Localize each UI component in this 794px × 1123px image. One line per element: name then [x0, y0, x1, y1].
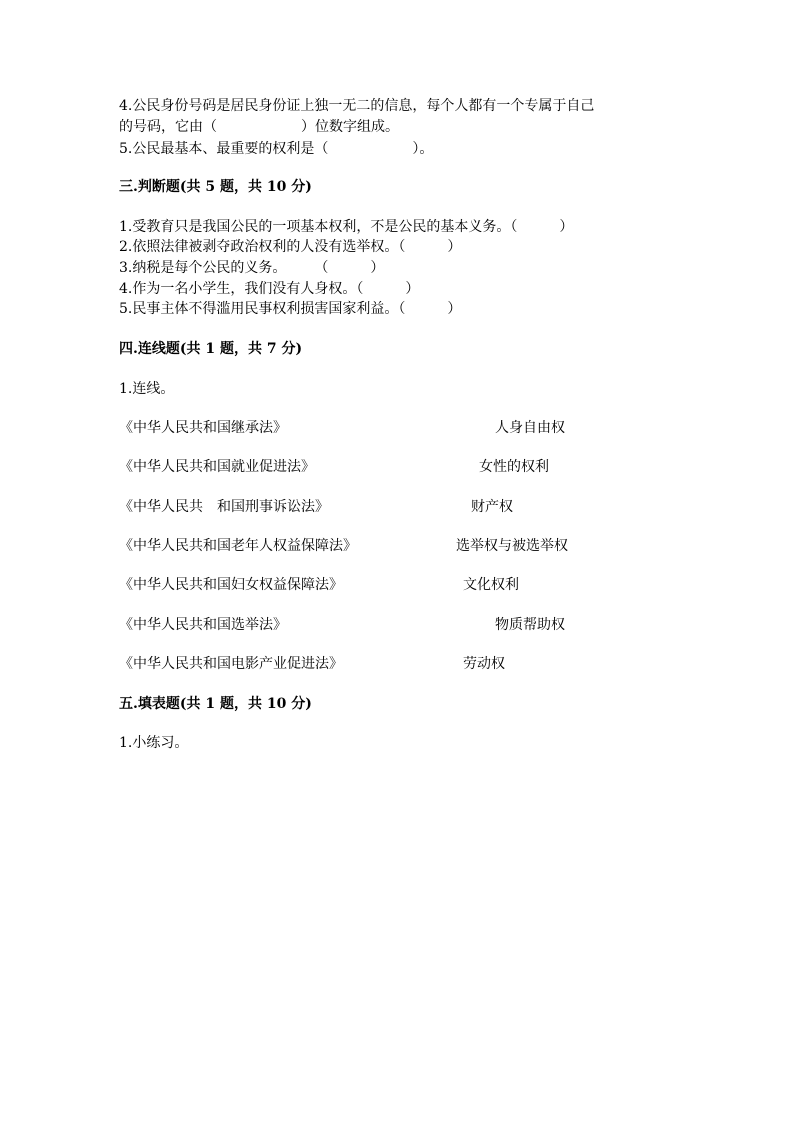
match-left-item-7: 《中华人民共和国电影产业促进法》	[119, 656, 343, 672]
judge-item-4: 4.作为一名小学生，我们没有人身权。（ ）	[119, 281, 420, 297]
section-3-heading: 三.判断题(共 5 题，共 10 分)	[119, 179, 312, 195]
table-question: 1.小练习。	[119, 735, 189, 751]
match-right-item-2: 女性的权利	[479, 459, 549, 475]
match-right-item-4: 选举权与被选举权	[456, 538, 568, 554]
section-4-heading: 四.连线题(共 1 题，共 7 分)	[119, 341, 303, 357]
match-left-item-2: 《中华人民共和国就业促进法》	[119, 459, 315, 475]
match-left-item-6: 《中华人民共和国选举法》	[119, 617, 287, 633]
match-right-item-3: 财产权	[471, 499, 513, 515]
judge-item-5: 5.民事主体不得滥用民事权利损害国家利益。（ ）	[119, 301, 462, 317]
match-right-item-5: 文化权利	[463, 577, 519, 593]
match-left-item-3: 《中华人民共 和国刑事诉讼法》	[119, 499, 329, 515]
match-left-item-4: 《中华人民共和国老年人权益保障法》	[119, 538, 357, 554]
match-left-item-1: 《中华人民共和国继承法》	[119, 420, 287, 436]
question-4-line-1: 4.公民身份号码是居民身份证上独一无二的信息，每个人都有一个专属于自己	[119, 98, 595, 114]
question-4-line-2: 的号码，它由（ ）位数字组成。	[119, 119, 399, 135]
judge-item-1: 1.受教育只是我国公民的一项基本权利，不是公民的基本义务。（ ）	[119, 219, 574, 235]
question-5: 5.公民最基本、最重要的权利是（ ）。	[119, 141, 434, 157]
judge-item-2: 2.依照法律被剥夺政治权利的人没有选举权。（ ）	[119, 239, 462, 255]
match-left-item-5: 《中华人民共和国妇女权益保障法》	[119, 577, 343, 593]
match-right-item-7: 劳动权	[463, 656, 505, 672]
match-right-item-6: 物质帮助权	[495, 617, 565, 633]
match-right-item-1: 人身自由权	[495, 420, 565, 436]
judge-item-3: 3.纳税是每个公民的义务。 （ ）	[119, 260, 385, 276]
matching-question: 1.连线。	[119, 381, 175, 397]
section-5-heading: 五.填表题(共 1 题，共 10 分)	[119, 696, 312, 712]
